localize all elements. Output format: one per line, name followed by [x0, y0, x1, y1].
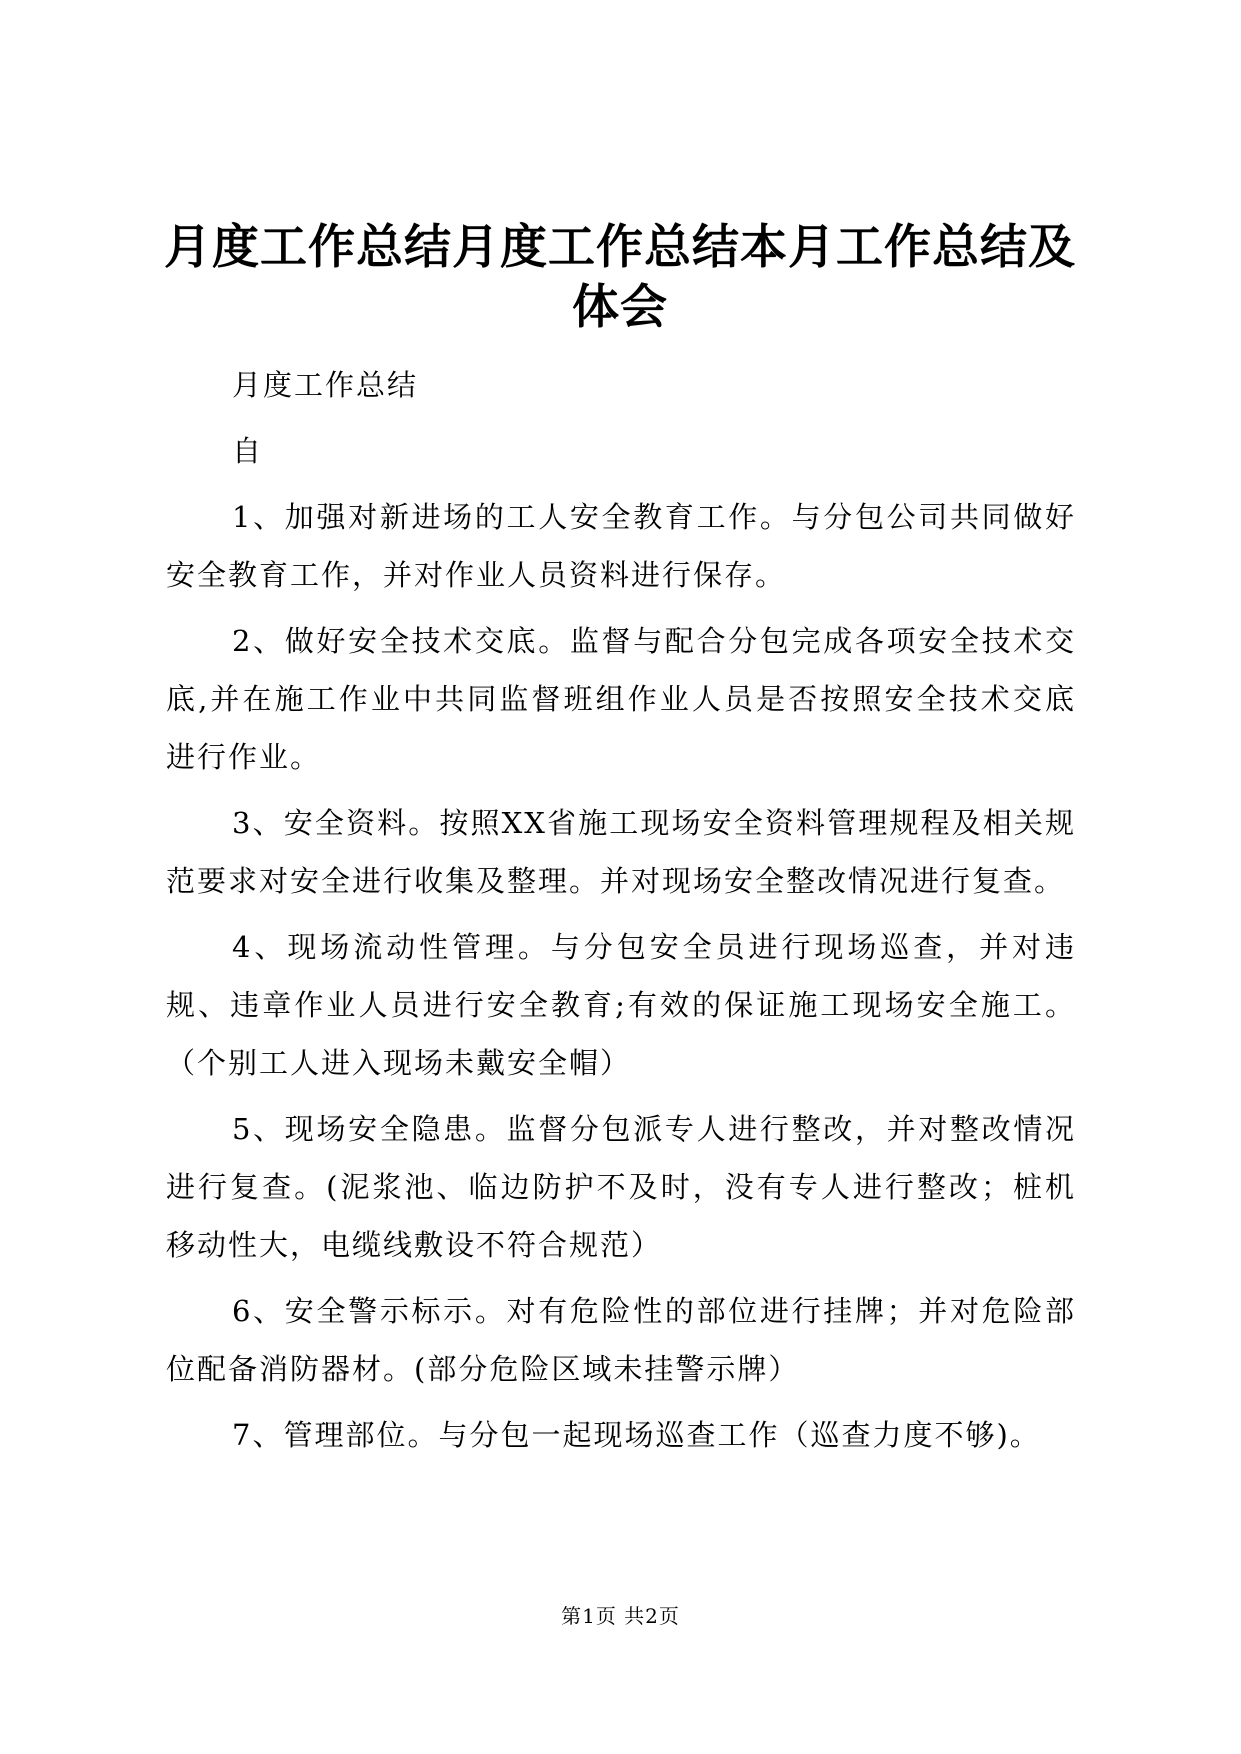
paragraph-item-7: 7、管理部位。与分包一起现场巡查工作（巡查力度不够)。: [232, 1418, 1041, 1452]
paragraph-item-3: 3、安全资料。按照XX省施工现场安全资料管理规程及相关规范要求对安全进行收集及整理。并对现场安全整改情况进行复查。: [166, 806, 1076, 898]
paragraph-from: 自: [232, 434, 264, 468]
document-title: 月度工作总结月度工作总结本月工作总结及体会: [164, 220, 1076, 335]
paragraph-item-4: 4、现场流动性管理。与分包安全员进行现场巡查，并对违规、违章作业人员进行安全教育;有效的保证施工现场安全施工。（个别工人进入现场未戴安全帽）: [166, 930, 1076, 1080]
document-body: [166, 356, 1076, 1472]
paragraph-item-6: 6、安全警示标示。对有危险性的部位进行挂牌；并对危险部位配备消防器材。(部分危险区域未挂警示牌）: [166, 1294, 1076, 1386]
paragraph-item-1: 1、加强对新进场的工人安全教育工作。与分包公司共同做好安全教育工作，并对作业人员资料进行保存。: [166, 500, 1076, 592]
paragraph-item-5: 5、现场安全隐患。监督分包派专人进行整改，并对整改情况进行复查。(泥浆池、临边防护不及时，没有专人进行整改；桩机移动性大，电缆线敷设不符合规范）: [166, 1112, 1076, 1262]
page-footer: 第1页 共2页: [561, 1604, 680, 1628]
paragraph-heading: 月度工作总结: [232, 368, 419, 402]
paragraph-item-2: 2、做好安全技术交底。监督与配合分包完成各项安全技术交底,并在施工作业中共同监督班组作业人员是否按照安全技术交底进行作业。: [166, 624, 1076, 774]
